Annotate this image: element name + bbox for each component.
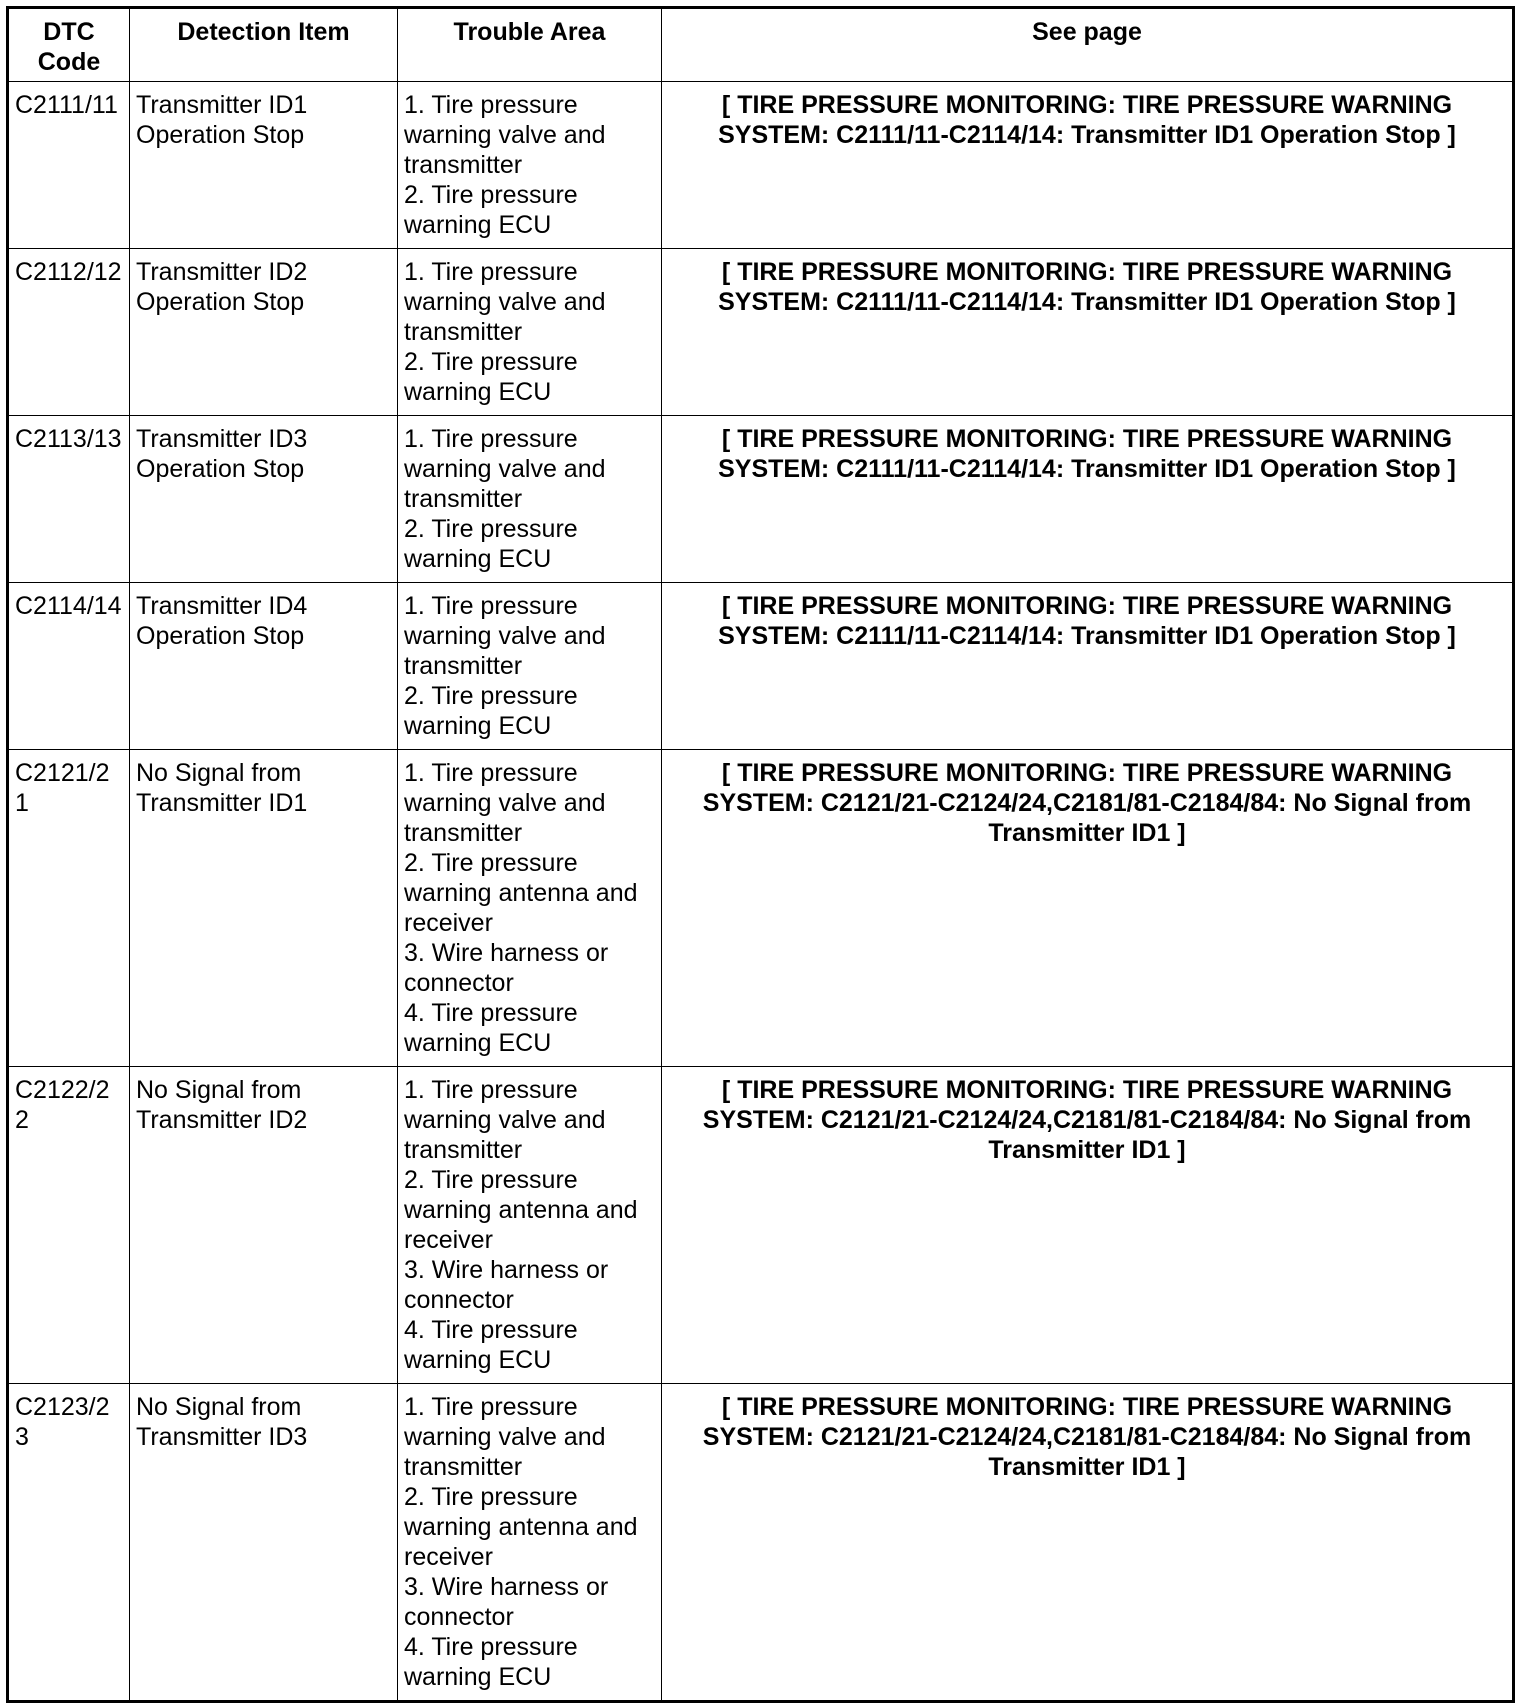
dtc-code-cell: C2114/14 [8, 583, 130, 750]
dtc-code-cell: C2112/12 [8, 249, 130, 416]
trouble-area-cell [398, 416, 662, 583]
trouble-area-item: 2. Tire pressure warning antenna and receiver [404, 1483, 638, 1571]
trouble-area-item: 1. Tire pressure warning valve and transmitter [404, 1393, 606, 1481]
trouble-area-item: 2. Tire pressure warning ECU [404, 348, 578, 406]
see-page-link[interactable]: [ TIRE PRESSURE MONITORING: TIRE PRESSURE WARNING SYSTEM: C2121/21-C2124/24,C2181/81-C2184/84: No Signal from Transmitter ID1 ] [662, 750, 1514, 1067]
detection-item-cell: No Signal from Transmitter ID1 [130, 750, 398, 1067]
trouble-area-item: 1. Tire pressure warning valve and transmitter [404, 258, 606, 346]
trouble-area-item: 1. Tire pressure warning valve and transmitter [404, 592, 606, 680]
trouble-area-cell [398, 1067, 662, 1384]
trouble-area-item: 4. Tire pressure warning ECU [404, 1633, 578, 1691]
trouble-area-item: 2. Tire pressure warning ECU [404, 682, 578, 740]
dtc-code-cell: C2122/22 [8, 1067, 130, 1384]
trouble-area-cell [398, 249, 662, 416]
dtc-code-cell: C2123/23 [8, 1384, 130, 1702]
dtc-table [6, 6, 1515, 1703]
header-row [8, 8, 1514, 82]
trouble-area-item: 2. Tire pressure warning antenna and receiver [404, 849, 638, 937]
dtc-code-cell: C2111/11 [8, 82, 130, 249]
trouble-area-item: 2. Tire pressure warning ECU [404, 515, 578, 573]
header-trouble-area: Trouble Area [398, 8, 662, 82]
trouble-area-item: 2. Tire pressure warning antenna and receiver [404, 1166, 638, 1254]
see-page-link[interactable]: [ TIRE PRESSURE MONITORING: TIRE PRESSURE WARNING SYSTEM: C2111/11-C2114/14: Transmitter ID1 Operation Stop ] [662, 583, 1514, 750]
detection-item-cell: Transmitter ID1 Operation Stop [130, 82, 398, 249]
dtc-code-cell: C2121/21 [8, 750, 130, 1067]
trouble-area-item: 1. Tire pressure warning valve and transmitter [404, 759, 606, 847]
see-page-link[interactable]: [ TIRE PRESSURE MONITORING: TIRE PRESSURE WARNING SYSTEM: C2121/21-C2124/24,C2181/81-C2184/84: No Signal from Transmitter ID1 ] [662, 1384, 1514, 1702]
trouble-area-item: 1. Tire pressure warning valve and transmitter [404, 1076, 606, 1164]
table-row [8, 249, 1514, 416]
header-see-page: See page [662, 8, 1514, 82]
trouble-area-item: 4. Tire pressure warning ECU [404, 1316, 578, 1374]
table-row [8, 82, 1514, 249]
table-row [8, 1384, 1514, 1702]
detection-item-cell: No Signal from Transmitter ID2 [130, 1067, 398, 1384]
table-body [8, 82, 1514, 1702]
trouble-area-item: 2. Tire pressure warning ECU [404, 181, 578, 239]
trouble-area-item: 1. Tire pressure warning valve and transmitter [404, 91, 606, 179]
see-page-link[interactable]: [ TIRE PRESSURE MONITORING: TIRE PRESSURE WARNING SYSTEM: C2111/11-C2114/14: Transmitter ID1 Operation Stop ] [662, 416, 1514, 583]
trouble-area-item: 3. Wire harness or connector [404, 1573, 609, 1631]
trouble-area-cell [398, 1384, 662, 1702]
detection-item-cell: Transmitter ID4 Operation Stop [130, 583, 398, 750]
table-header [8, 8, 1514, 82]
trouble-area-cell [398, 583, 662, 750]
see-page-link[interactable]: [ TIRE PRESSURE MONITORING: TIRE PRESSURE WARNING SYSTEM: C2121/21-C2124/24,C2181/81-C2184/84: No Signal from Transmitter ID1 ] [662, 1067, 1514, 1384]
header-detection-item: Detection Item [130, 8, 398, 82]
detection-item-cell: No Signal from Transmitter ID3 [130, 1384, 398, 1702]
table-row [8, 583, 1514, 750]
dtc-code-cell: C2113/13 [8, 416, 130, 583]
see-page-link[interactable]: [ TIRE PRESSURE MONITORING: TIRE PRESSURE WARNING SYSTEM: C2111/11-C2114/14: Transmitter ID1 Operation Stop ] [662, 82, 1514, 249]
trouble-area-item: 3. Wire harness or connector [404, 1256, 609, 1314]
detection-item-cell: Transmitter ID2 Operation Stop [130, 249, 398, 416]
detection-item-cell: Transmitter ID3 Operation Stop [130, 416, 398, 583]
trouble-area-cell [398, 750, 662, 1067]
trouble-area-item: 3. Wire harness or connector [404, 939, 609, 997]
table-row [8, 416, 1514, 583]
header-dtc-code: DTC Code [8, 8, 130, 82]
table-row [8, 1067, 1514, 1384]
trouble-area-item: 1. Tire pressure warning valve and transmitter [404, 425, 606, 513]
trouble-area-item: 4. Tire pressure warning ECU [404, 999, 578, 1057]
see-page-link[interactable]: [ TIRE PRESSURE MONITORING: TIRE PRESSURE WARNING SYSTEM: C2111/11-C2114/14: Transmitter ID1 Operation Stop ] [662, 249, 1514, 416]
trouble-area-cell [398, 82, 662, 249]
table-row [8, 750, 1514, 1067]
